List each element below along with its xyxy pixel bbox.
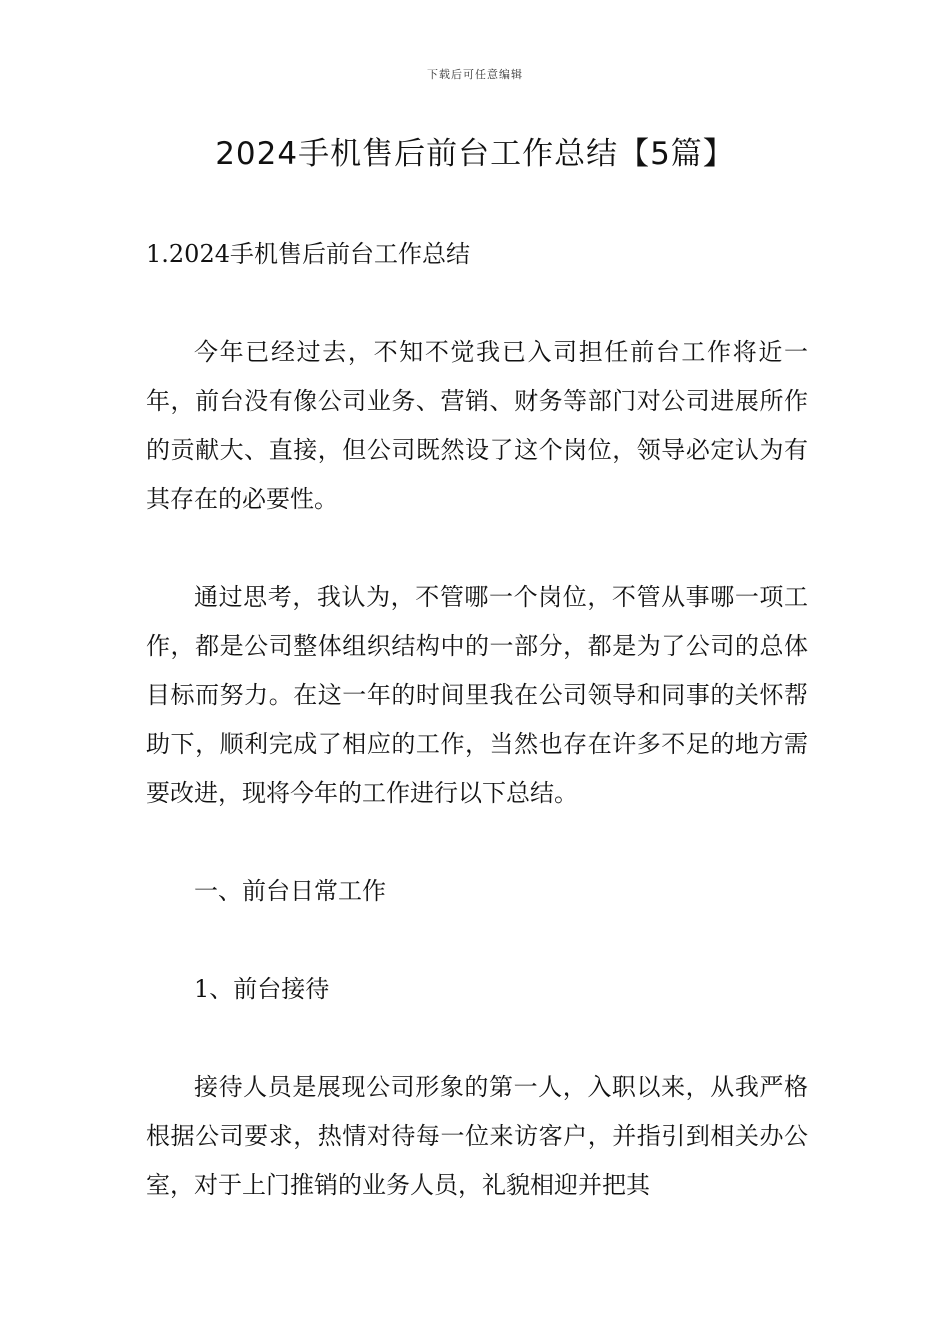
paragraph: 通过思考，我认为，不管哪一个岗位，不管从事哪一项工作，都是公司整体组织结构中的一部分，都是为了公司的总体目标而努力。在这一年的时间里我在公司领导和同事的关怀帮助下，顺利完成了相应的工作，当然也存在许多不足的地方需要改进，现将今年的工作进行以下总结。	[146, 583, 808, 807]
paragraph: 接待人员是展现公司形象的第一人，入职以来，从我严格根据公司要求，热情对待每一位来访客户，并指引到相关办公室，对于上门推销的业务人员，礼貌相迎并把其	[146, 1073, 808, 1199]
subheading-daily-work: 一、前台日常工作	[194, 877, 386, 905]
spacer	[146, 524, 808, 573]
document-body	[146, 230, 808, 1210]
document-title: 2024手机售后前台工作总结【5篇】	[215, 136, 735, 172]
spacer	[146, 916, 808, 965]
paragraph: 今年已经过去，不知不觉我已入司担任前台工作将近一年，前台没有像公司业务、营销、财务等部门对公司进展所作的贡献大、直接，但公司既然设了这个岗位，领导必定认为有其存在的必要性。	[146, 338, 808, 513]
spacer	[146, 279, 808, 328]
page-header-note: 下载后可任意编辑	[427, 68, 523, 81]
spacer	[146, 1014, 808, 1063]
section-heading: 1.2024手机售后前台工作总结	[146, 240, 470, 268]
subheading-reception: 1、前台接待	[194, 975, 330, 1003]
spacer	[146, 818, 808, 867]
